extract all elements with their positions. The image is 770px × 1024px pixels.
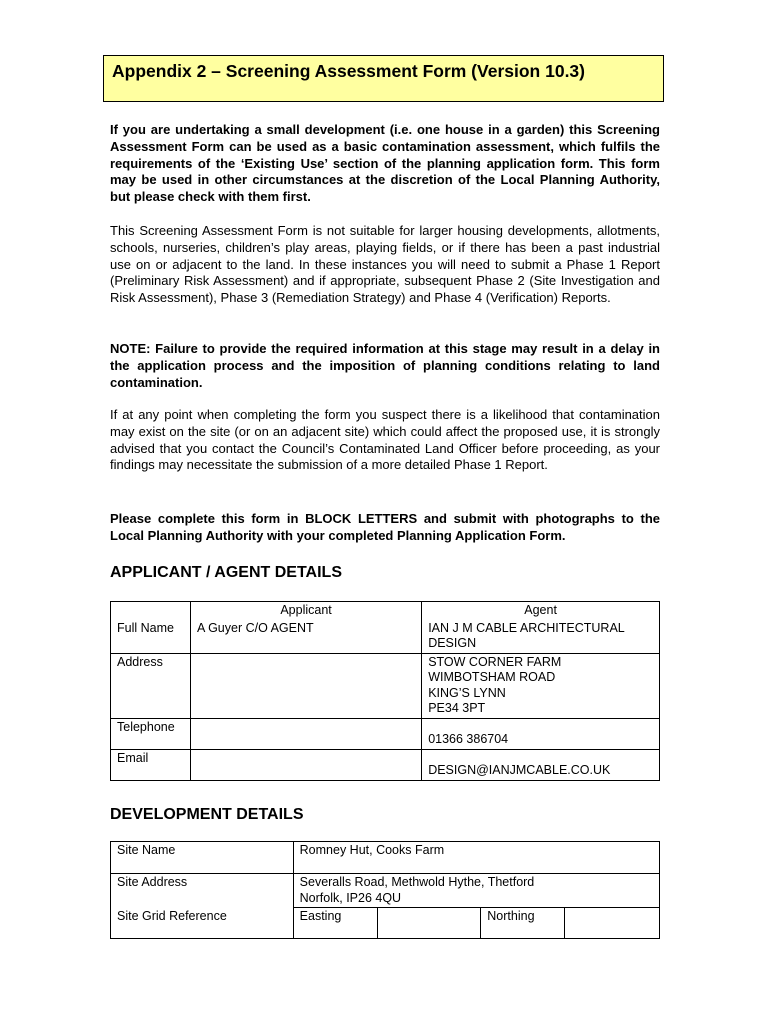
site-name-field[interactable]: Romney Hut, Cooks Farm: [293, 842, 659, 874]
telephone-row: [111, 718, 660, 749]
easting-label: Easting: [293, 908, 377, 939]
full-name-row: [111, 620, 660, 654]
applicant-header-row: [111, 602, 660, 620]
grid-reference-row: [111, 908, 660, 939]
site-address-line: Norfolk, IP26 4QU: [299, 890, 402, 905]
agent-address-line: KING’S LYNN: [428, 685, 506, 700]
intro-bold-paragraph: If you are undertaking a small development (i.e. one house in a garden) this Screening Assessment Form can be used as a basic contamination assessment, which fulfils the requirements of the ‘Existing Use’ section of the planning application form. This form may be used in other circumstances at the discretion of the Local Planning Authority, but please check with them first.: [110, 122, 660, 205]
northing-field[interactable]: [565, 908, 660, 939]
full-name-label: Full Name: [111, 620, 191, 654]
applicant-section-heading: APPLICANT / AGENT DETAILS: [110, 564, 342, 581]
agent-telephone-field[interactable]: 01366 386704: [422, 718, 660, 749]
easting-field[interactable]: [377, 908, 481, 939]
note-paragraph: NOTE: Failure to provide the required information at this stage may result in a delay in the application process and the imposition of planning conditions relating to land contamination.: [110, 341, 660, 390]
page-title: Appendix 2 – Screening Assessment Form (Version 10.3): [112, 61, 585, 81]
applicant-address-field[interactable]: [190, 653, 421, 718]
instruction-paragraph: Please complete this form in BLOCK LETTERS and submit with photographs to the Local Planning Authority with your completed Planning Application Form.: [110, 511, 660, 543]
agent-address-line: STOW CORNER FARM: [428, 654, 562, 669]
applicant-email-field[interactable]: [190, 749, 421, 780]
intro-paragraph: This Screening Assessment Form is not suitable for larger housing developments, allotments, schools, nurseries, children’s play areas, playing fields, or if there has been a past industrial use on or adjacent to the land. In these instances you will need to submit a Phase 1 Report (Preliminary Risk Assessment) and if appropriate, subsequent Phase 2 (Site Investigation and Risk Assessment), Phase 3 (Remediation Strategy) and Phase 4 (Verification) Reports.: [110, 223, 660, 306]
agent-full-name-field[interactable]: [422, 620, 660, 654]
email-row: [111, 749, 660, 780]
site-address-label: Site Address: [111, 874, 294, 908]
agent-address-line: WIMBOTSHAM ROAD: [428, 670, 556, 684]
title-box: [103, 55, 664, 102]
applicant-table: [110, 601, 660, 781]
agent-address-field[interactable]: [422, 653, 660, 718]
advice-paragraph: If at any point when completing the form you suspect there is a likelihood that contamination may exist on the site (or on an adjacent site) which could affect the proposed use, it is strongly advised that you contact the Council’s Contaminated Land Officer before proceeding, as your findings may necessitate the submission of a more detailed Phase 1 Report.: [110, 407, 660, 473]
site-address-line: Severalls Road, Methwold Hythe, Thetford: [299, 875, 535, 889]
agent-name-line: IAN J M CABLE ARCHITECTURAL: [428, 620, 625, 635]
applicant-column-header: Applicant: [190, 602, 421, 620]
header-empty-cell: [111, 602, 191, 620]
site-address-row: [111, 874, 660, 908]
agent-column-header: Agent: [422, 602, 660, 620]
site-name-row: [111, 842, 660, 874]
address-label: Address: [111, 653, 191, 718]
development-table: [110, 841, 660, 939]
applicant-telephone-field[interactable]: [190, 718, 421, 749]
agent-name-line: DESIGN: [428, 636, 477, 650]
development-section-heading: DEVELOPMENT DETAILS: [110, 806, 304, 823]
address-row: [111, 653, 660, 718]
agent-address-line: PE34 3PT: [428, 701, 486, 715]
applicant-full-name-field[interactable]: A Guyer C/O AGENT: [190, 620, 421, 654]
northing-label: Northing: [481, 908, 565, 939]
grid-reference-label: Site Grid Reference: [111, 908, 294, 939]
site-name-label: Site Name: [111, 842, 294, 874]
telephone-label: Telephone: [111, 718, 191, 749]
email-label: Email: [111, 749, 191, 780]
agent-email-field[interactable]: DESIGN@IANJMCABLE.CO.UK: [422, 749, 660, 780]
site-address-field[interactable]: [293, 874, 659, 908]
